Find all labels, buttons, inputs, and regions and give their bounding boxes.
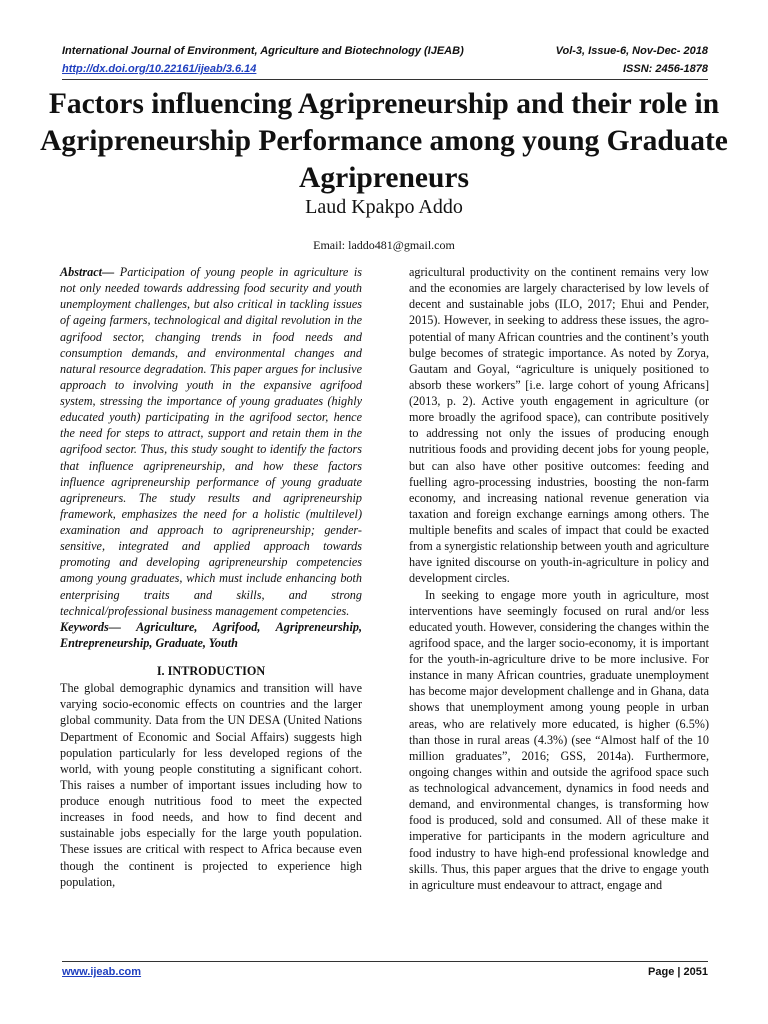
keywords: Keywords— Agriculture, Agrifood, Agripreneurship, Entrepreneurship, Graduate, Youth xyxy=(60,619,362,650)
body-paragraph: agricultural productivity on the continent remains very low and the economies are largely characterised by low levels of decent and sustainable jobs (ILO, 2017; Ehui and Pender, 2015). However, in seeking to address these issues, the agro-potential of many African countries and the continent’s youth bulge becomes of strategic importance. As noted by Zorya, Gautam and Goyal, “agriculture is uniquely positioned to absorb these workers” [i.e. large cohort of young Africans] (2013, p. 2). Active youth engagement in agriculture (or more broadly the agrifood space), can contribute positively to addressing not only the issues of producing enough nutritious foods and providing decent jobs for young people, but can also have other positive outcomes: feeding and fuelling agro-processing industries, boosting the non-farm economy, and increasing national revenue generation via taxation and foreign exchange earnings among others. The multiple benefits and scales of impact that could be exacted from a synergistic relationship between youth and agriculture have ignited discourse on youth-in-agriculture in policy and development circles. xyxy=(409,265,709,586)
page-footer xyxy=(62,966,708,978)
paper-title: Factors influencing Agripreneurship and their role in Agripreneurship Performance among young Graduate Agripreneurs xyxy=(40,88,728,194)
section-heading: I. INTRODUCTION xyxy=(156,664,266,678)
issn: ISSN: 2456-1878 xyxy=(623,63,708,75)
author-email: Email: laddo481@gmail.com xyxy=(313,238,455,252)
right-column xyxy=(409,264,709,893)
running-header xyxy=(62,45,708,57)
doi-link[interactable]: http://dx.doi.org/10.22161/ijeab/3.6.14 xyxy=(62,63,257,75)
abstract xyxy=(60,264,362,619)
website-link[interactable]: www.ijeab.com xyxy=(62,966,142,978)
body-paragraph: In seeking to engage more youth in agriculture, most interventions have seemingly focused on rural and/or less educated youth. However, considering the changes within the agrifood space, and the larger socio-economy, it is important for the youth-in-agriculture drive to be more inclusive. For instance in many African countries, graduate unemployment has become major development challenge and in Ghana, data shows that unemployment among young people in urban areas, who are relatively more educated, is higher (6.5%) than those in rural areas (4.3%) (see “Almost half of the 10 million graduates”, 2016; GSS, 2014a). Furthermore, ongoing changes within and outside the agrifood space such as technological advancement, dynamics in food needs and demand, and environmental changes, is transforming how food is produced, sold and consumed. All of these make it imperative for participants in the modern agriculture and food industry to have high-end professional knowledge and skills. Thus, this paper argues that the drive to engage youth in agriculture must endeavour to attract, engage and xyxy=(409,587,709,892)
page-number: Page | 2051 xyxy=(648,966,708,978)
author-name: Laud Kpakpo Addo xyxy=(305,196,463,218)
doi-line xyxy=(62,63,708,75)
left-column xyxy=(60,264,362,890)
abstract-text: Participation of young people in agriculture is not only needed towards addressing food security and youth unemployment challenges, but also critical in tackling issues of ageing farmers, technological and digital revolution in the agrifood sector, changing trends in food needs and consumption demands, and environmental changes and natural resource degradation. This paper argues for inclusive approach to involving youth in the expansive agrifood system, stressing the importance of young graduates (highly educated youth) participating in the agrifood sector, hence the need for steps to attract, support and retain them in the agrifood sector. Thus, this study sought to identify the factors that influence agripreneurship, and how these factors influence agripreneurship performance of young graduate agripreneurs. The study results and agripreneurship framework, emphasizes the need for a holistic (multilevel) examination and approach to agripreneurship; gender-sensitive, integrated and applied approach towards promoting and developing agripreneurship competencies among young graduates, which must include enhancing both enterprising traits and skills, and strong technical/professional business management competencies. xyxy=(60,265,362,618)
header-rule xyxy=(62,79,708,80)
abstract-label: Abstract— xyxy=(60,265,115,279)
intro-paragraph: The global demographic dynamics and transition will have varying socio-economic effects on countries and the larger global community. Data from the UN DESA (United Nations Department of Economic and Social Affairs) suggests high population particularly for less developed regions of the world, with young people constituting a significant cohort. This raises a number of important issues including how to produce enough nutritious food to meet the expected increases in food needs, and how to find decent and sustainable jobs especially for the large youth population. These issues are critical with respect to Africa because even though the continent is projected to experience high population, xyxy=(60,681,362,889)
volume-issue: Vol-3, Issue-6, Nov-Dec- 2018 xyxy=(555,45,708,57)
footer-rule xyxy=(62,961,708,962)
journal-name: International Journal of Environment, Agriculture and Biotechnology (IJEAB) xyxy=(62,45,464,57)
